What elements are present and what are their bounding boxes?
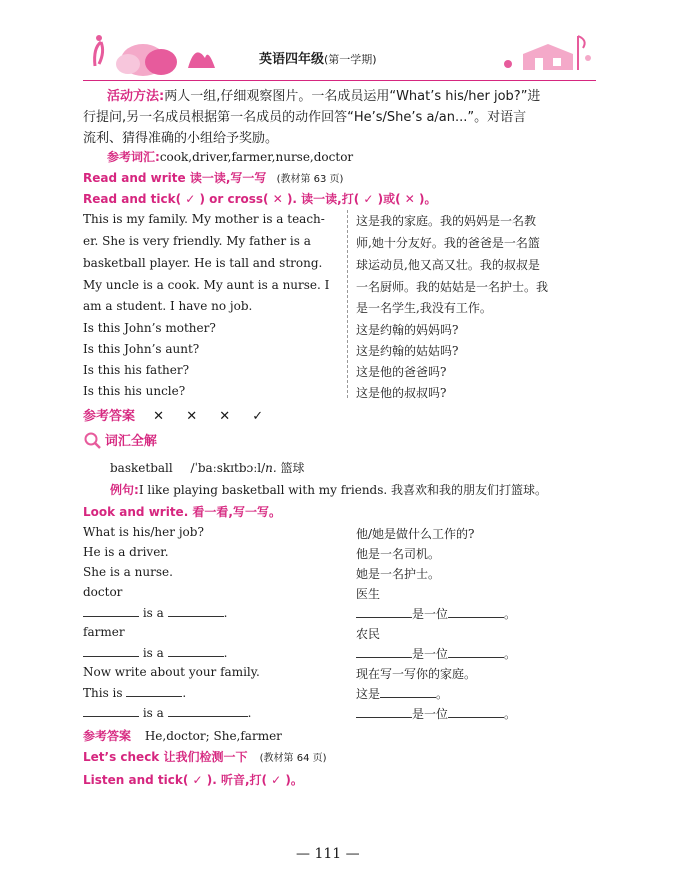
answer-blank[interactable]: [448, 646, 504, 658]
answer-blank[interactable]: [380, 686, 436, 698]
look-write-heading: Look and write. 看一看,写一写。: [83, 505, 281, 519]
listen-tick-heading: Listen and tick( ✓ ). 听音,打( ✓ )。: [83, 773, 303, 787]
passage-en-line: Is this John’s aunt?: [83, 342, 200, 356]
column-divider: [347, 210, 348, 398]
answer-blank[interactable]: [126, 685, 182, 697]
lw-en-blank-2: is a .: [83, 645, 227, 660]
passage-en-line: This is my family. My mother is a teach-: [83, 212, 325, 226]
answer-blank[interactable]: [83, 605, 139, 617]
passage-en-line: basketball player. He is tall and strong.: [83, 256, 323, 270]
lw-en-farmer: farmer: [83, 625, 125, 639]
lw-cn-blank-2: 是一位 。: [356, 645, 516, 662]
passage-en-line: Is this his uncle?: [83, 384, 186, 398]
activity-line-3: 流利、猜得准确的小组给予奖励。: [83, 131, 279, 146]
magnifier-icon: [83, 431, 101, 449]
passage-cn-line: 师,她十分友好。我的爸爸是一名篮: [356, 236, 540, 250]
read-write-heading: Read and write 读一读,写一写 (教材第 63 页): [83, 171, 344, 185]
answer-blank[interactable]: [356, 606, 412, 618]
passage-en-line: er. She is very friendly. My father is a: [83, 234, 311, 248]
lets-check-heading: Let’s check 让我们检测一下 (教材第 64 页): [83, 750, 327, 764]
header-title: 英语四年级(第一学期): [259, 52, 377, 67]
answer-blank[interactable]: [83, 645, 139, 657]
lw-en-family: Now write about your family.: [83, 665, 260, 679]
lw-en-this-is: This is .: [83, 686, 187, 700]
vocab-entry: basketball /ˈbaːskɪtbɔːl/n. 篮球: [110, 461, 305, 475]
passage-cn-line: 这是约翰的姑姑吗?: [356, 344, 459, 358]
passage-en-line: Is this John’s mother?: [83, 321, 216, 335]
page-number: — 111 —: [296, 846, 360, 862]
activity-line-2: 行提问,另一名成员根据第一名成员的动作回答“He’s/She’s a/an...”。对语言: [83, 110, 527, 125]
lw-cn-question: 他/她是做什么工作的?: [356, 527, 475, 541]
answer-blank[interactable]: [168, 705, 248, 717]
passage-cn-line: 是一名学生,我没有工作。: [356, 301, 492, 315]
vocab-example: 例句:I like playing basketball with my friends. 我喜欢和我的朋友们打篮球。: [110, 483, 548, 497]
lw-cn-blank-3: 是一位 。: [356, 705, 516, 722]
passage-en-line: Is this his father?: [83, 363, 190, 377]
header-banner: [83, 28, 596, 80]
passage-cn-line: 这是他的叔叔吗?: [356, 386, 447, 400]
answer-1: 参考答案 ✕ ✕ ✕ ✓: [83, 409, 264, 424]
answer-blank[interactable]: [356, 646, 412, 658]
passage-en-line: My uncle is a cook. My aunt is a nurse. I: [83, 278, 330, 292]
passage-cn-line: 这是我的家庭。我的妈妈是一名教: [356, 214, 537, 228]
answer-2: 参考答案 He,doctor; She,farmer: [83, 729, 282, 743]
lw-en-blank-3: is a .: [83, 705, 251, 720]
answer-blank[interactable]: [83, 705, 139, 717]
read-tick-heading: Read and tick( ✓ ) or cross( ✕ ). 读一读,打( ✓ )或( ✕ )。: [83, 192, 437, 206]
header-rule: [83, 80, 596, 81]
lw-en-question: What is his/her job?: [83, 525, 204, 539]
vocab-heading: 词汇全解: [83, 430, 157, 449]
answer-blank[interactable]: [168, 605, 224, 617]
lw-cn-farmer: 农民: [356, 627, 381, 641]
lw-en-nurse: She is a nurse.: [83, 565, 173, 579]
answer-blank[interactable]: [356, 706, 412, 718]
answer-blank[interactable]: [168, 645, 224, 657]
reference-words: 参考词汇:cook,driver,farmer,nurse,doctor: [107, 150, 354, 164]
lw-cn-family: 现在写一写你的家庭。: [356, 667, 477, 681]
lw-cn-nurse: 她是一名护士。: [356, 567, 441, 581]
lw-cn-blank-1: 是一位 。: [356, 605, 516, 622]
passage-cn-line: 这是约翰的妈妈吗?: [356, 323, 459, 337]
passage-cn-line: 这是他的爸爸吗?: [356, 365, 447, 379]
answer-blank[interactable]: [448, 706, 504, 718]
lw-en-driver: He is a driver.: [83, 545, 169, 559]
passage-en-line: am a student. I have no job.: [83, 299, 253, 313]
lw-en-doctor: doctor: [83, 585, 123, 599]
answer-blank[interactable]: [448, 606, 504, 618]
lw-en-blank-1: is a .: [83, 605, 227, 620]
lw-cn-driver: 他是一名司机。: [356, 547, 441, 561]
activity-line-1: 活动方法:两人一组,仔细观察图片。一名成员运用“What’s his/her job?”进: [107, 89, 541, 104]
lw-cn-zhe-shi: 这是 。: [356, 687, 449, 701]
passage-cn-line: 一名厨师。我的姑姑是一名护士。我: [356, 280, 549, 294]
passage-cn-line: 球运动员,他又高又壮。我的叔叔是: [356, 258, 540, 272]
lw-cn-doctor: 医生: [356, 587, 381, 601]
